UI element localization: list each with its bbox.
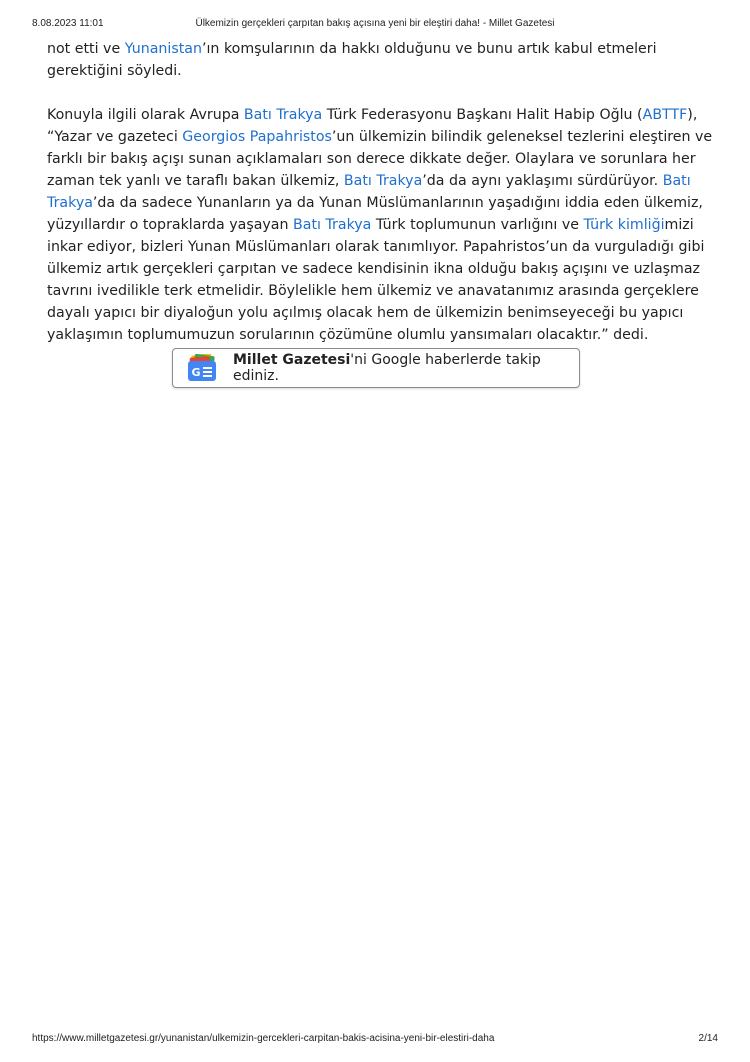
article-body — [47, 38, 715, 368]
text-segment: not etti ve — [47, 41, 125, 57]
link-yunanistan[interactable]: Yunanistan — [124, 41, 202, 57]
text-segment: Konuyla ilgili olarak Avrupa — [47, 107, 244, 123]
text-segment: ’da da sadece Yunanların ya da Yunan Müslümanlarının yaşadığını iddia eden ülkemiz, yüzyıllardır o topraklarda yaşayan — [47, 195, 703, 233]
google-news-follow-button[interactable] — [172, 348, 580, 388]
link-abttf[interactable]: ABTTF — [642, 107, 688, 123]
brand-name: Millet Gazetesi — [233, 352, 351, 368]
link-bati-trakya[interactable]: Batı Trakya — [343, 173, 423, 189]
text-segment: ’un ülkemizin bilindik geleneksel tezlerini eleştiren ve farklı bir bakış açışı sunan açıklamaları son derece dikkate değer. Olaylara ve sorunlara her zaman tek yanlı ve taraflı bakan ülkemiz, — [47, 129, 713, 189]
print-page-title: Ülkemizin gerçekleri çarpıtan bakış açısına yeni bir eleştiri daha! - Millet Gazetesi — [195, 18, 555, 29]
paragraph-1 — [47, 38, 715, 82]
text-segment: ’ın komşularının da hakkı olduğunu ve bunu artık kabul etmeleri gerektiğini söyledi. — [47, 41, 657, 79]
follow-text: 'ni Google haberlerde takip ediniz. — [233, 352, 541, 384]
text-segment: ), “Yazar ve gazeteci — [47, 107, 698, 145]
link-georgios-papahristos[interactable]: Georgios Papahristos — [182, 129, 332, 145]
page-number: 2/14 — [698, 1033, 718, 1044]
link-turk-kimligi[interactable]: Türk kimliği — [583, 217, 665, 233]
text-segment: ’da da aynı yaklaşımı sürdürüyor. — [422, 173, 663, 189]
google-news-label — [233, 352, 579, 384]
link-bati-trakya[interactable]: Batı Trakya — [47, 173, 691, 211]
print-datetime: 8.08.2023 11:01 — [32, 18, 104, 29]
link-bati-trakya[interactable]: Batı Trakya — [293, 217, 372, 233]
print-url: https://www.milletgazetesi.gr/yunanistan/ulkemizin-gercekleri-carpitan-bakis-acisina-yeni-bir-elestiri-daha — [32, 1033, 495, 1044]
paragraph-2 — [47, 104, 715, 346]
link-bati-trakya[interactable]: Batı Trakya — [243, 107, 323, 123]
text-segment: Türk Federasyonu Başkanı Halit Habip Oğlu ( — [322, 107, 643, 123]
text-segment: Türk toplumunun varlığını ve — [371, 217, 584, 233]
text-segment: mizi inkar ediyor, bizleri Yunan Müslümanları olarak tanımlıyor. Papahristos’un da vurguladığı gibi ülkemiz artık gerçekleri çarpıtan ve sadece kendisinin ikna olduğu bakış açışını ve uzlaşmaz tavrını ivedilikle terk etmelidir. Böylelikle hem ülkemiz ve anavatanımız arasında gerçeklere dayalı yapıcı bir diyaloğun yolu açılmış olacak hem de ülkemizin benimseyeceği bu yapıcı yaklaşımın toplumumuzun sorularının çözümüne olumlu yansımaları olacaktır.” dedi. — [47, 217, 705, 343]
svg-text:G: G — [191, 366, 201, 379]
google-news-icon — [186, 354, 218, 382]
